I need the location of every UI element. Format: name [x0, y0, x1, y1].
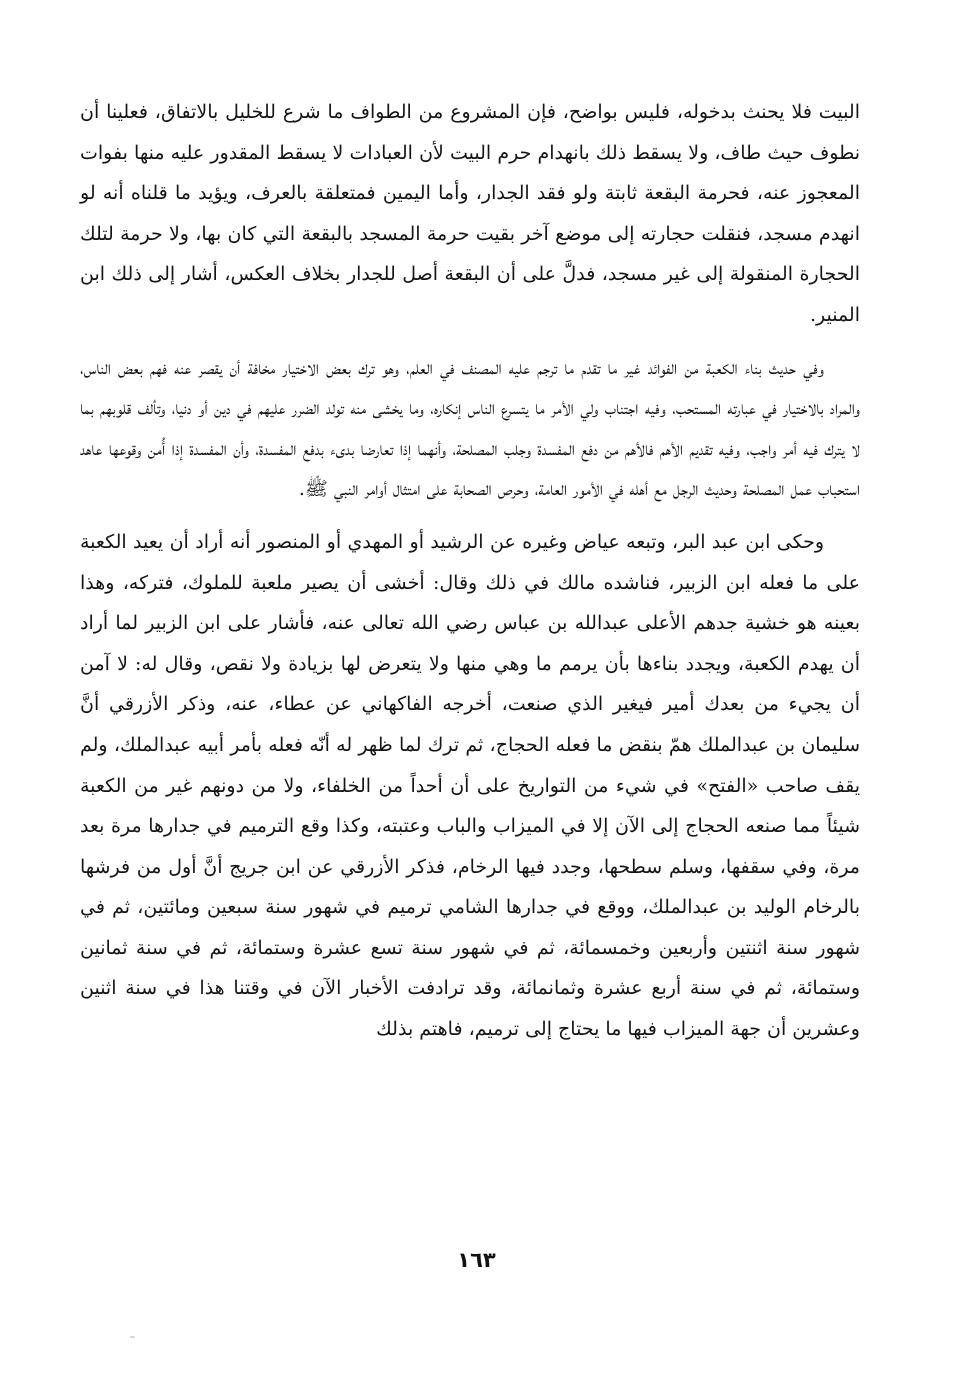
body-text [80, 92, 860, 1050]
scan-speck [130, 1336, 135, 1338]
page-number: ١٦٣ [457, 1248, 496, 1272]
paragraph-2: وفي حديث بناء الكعبة من الفوائد غير ما تقدم ما ترجم عليه المصنف في العلم، وهو ترك بعض الاختيار مخافة أن يقصر عنه فهم بعض الناس، والمراد بالاختيار في عبارته المستحب، وفيه اجتناب ولي الأمر ما يتسرع الناس إنكاره، وما يخشى منه تولد الضرر عليهم في دين أو دنيا، وتألف قلوبهم بما لا يترك فيه أمر واجب، وفيه تقديم الأهم فالأهم من دفع المفسدة وجلب المصلحة، وأنهما إذا تعارضا بدىء بدفع المفسدة، وأن المفسدة إذا أُمن وقوعها عاهد استحباب عمل المصلحة وحديث الرجل مع أهله في الأمور العامة، وحرص الصحابة على امتثال أوامر النبي ﷺ. [80, 356, 860, 501]
paragraph-3: وحكى ابن عبد البر، وتبعه عياض وغيره عن الرشيد أو المهدي أو المنصور أنه أراد أن يعيد الكعبة على ما فعله ابن الزبير، فناشده مالك في ذلك وقال: أخشى أن يصير ملعبة للملوك، فتركه، وهذا بعينه هو خشية جدهم الأعلى عبدالله بن عباس رضي الله تعالى عنه، فأشار على ابن الزبير لما أراد أن يهدم الكعبة، ويجدد بناءها بأن يرمم ما وهي منها ولا يتعرض لها بزيادة ولا نقص، وقال له: لا آمن أن يجيء من بعدك أمير فيغير الذي صنعت، أخرجه الفاكهاني عن عطاء، عنه، وذكر الأزرقي أنَّ سليمان بن عبدالملك همّ بنقض ما فعله الحجاج، ثم ترك لما ظهر له أنّه فعله بأمر أبيه عبدالملك، ولم يقف صاحب «الفتح» في شيء من التواريخ على أن أحداً من الخلفاء، ولا من دونهم غير من الكعبة شيئاً مما صنعه الحجاج إلى الآن إلا في الميزاب والباب وعتبته، وكذا وقع الترميم في جدارها مرة بعد مرة، وفي سقفها، وسلم سطحها، وجدد فيها الرخام، فذكر الأزرقي عن ابن جريج أنَّ أول من فرشها بالرخام الوليد بن عبدالملك، ووقع في جدارها الشامي ترميم في شهور سنة سبعين ومائتين، ثم في شهور سنة اثنتين وأربعين وخمسمائة، ثم في شهور سنة تسع عشرة وستمائة، ثم في سنة ثمانين وستمائة، ثم في سنة أربع عشرة وثمانمائة، وقد ترادفت الأخبار الآن في وقتنا هذا في سنة اثنين وعشرين أن جهة الميزاب فيها ما يحتاج إلى ترميم، فاهتم بذلك [80, 530, 860, 1041]
paragraph-1: البيت فلا يحنث بدخوله، فليس بواضح، فإن المشروع من الطواف ما شرع للخليل بالاتفاق، فعلينا أن نطوف حيث طاف، ولا يسقط ذلك بانهدام حرم البيت لأن العبادات لا يسقط المقدور عليه منها بفوات المعجوز عنه، فحرمة البقعة ثابتة ولو فقد الجدار، وأما اليمين فمتعلقة بالعرف، ويؤيد ما قلناه أنه لو انهدم مسجد، فنقلت حجارته إلى موضع آخر بقيت حرمة المسجد بالبقعة التي كان بها، ولا حرمة لتلك الحجارة المنقولة إلى غير مسجد، فدلَّ على أن البقعة أصل للجدار بخلاف العكس، أشار إلى ذلك ابن المنير. [80, 101, 860, 326]
